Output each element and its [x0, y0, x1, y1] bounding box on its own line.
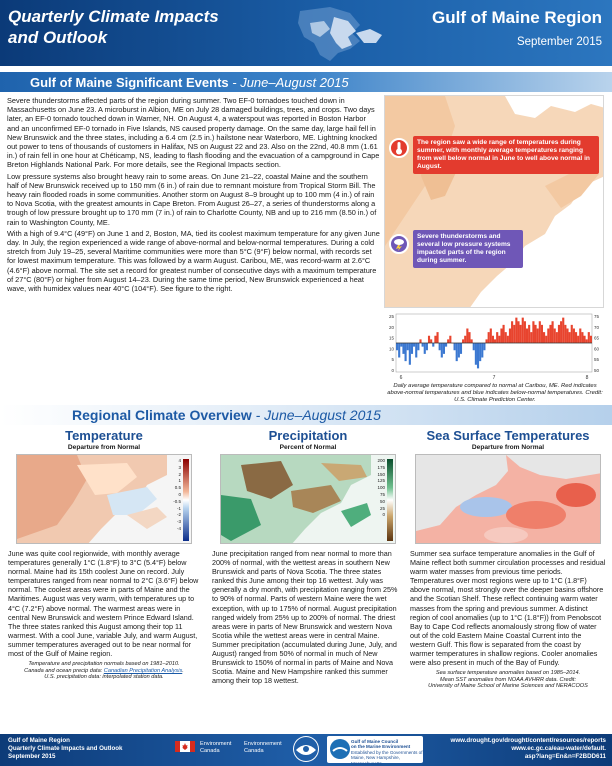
- chart-bar: [562, 318, 564, 343]
- temperature-legend-bar: [183, 459, 189, 541]
- chart-bar: [515, 318, 517, 343]
- events-paragraph: Severe thunderstorms affected parts of the region during summer. Two EF-0 tornadoes touched down in Massachusetts on June 23. A microburst in Albion, ME on July 28 damaged buildings, trees, and crops. Two days later, an EF-0 tornado touched down in Warner, NH. On August 4, a waterspout was reported in Boston Harbor and an unconfirmed EF-0 tornado in Five Islands, NS caused property damage. On the same day, large hail fell in New Brunswick and the three states, including a 6.4 cm (2.5 in.) hailstone near Waterboro, ME. Lightning knocked out power to tens of thousands of customers in Halifax, NS on August 22 and 23. Also on the 22nd, 40.8 mm (1.61 in.) of rain fell in one hour at Chéticamp, NS, leading to flash flooding and the evacuation of a campground in Cape Breton Highlands National Park. For more details, see the Regional Impacts section.: [7, 96, 380, 170]
- temperature-legend-label: 2: [178, 471, 181, 477]
- chart-bar: [520, 325, 522, 343]
- chart-bar: [477, 343, 479, 368]
- chart-bar: [537, 329, 539, 344]
- chart-bar: [411, 343, 413, 354]
- temperature-legend-label: -2: [176, 512, 181, 518]
- chart-bar: [454, 343, 456, 350]
- sst-text: Summer sea surface temperature anomalies in the Gulf of Maine reflect both summer circulation processes and residual warm water masses from previous time periods. Temperatures over most regions were up to 1°C (1.8°F) above normal, most strongly over the deeper basins offshore and the Scotian Shelf. These reflect continuing warm water masses from the spring and previous summer. A distinct region of cool anomalies (up to 1°C (1.8°F)) from Penobscot Bay to Cape Cod reflects anomalously strong flow of water out of the cold Eastern Maine Coastal Current into the western Gulf. This flow is separated from the coast by warmer temperatures in shallow regions. Cooler anomalies were also present in much of the Bay of Fundy.: [410, 549, 606, 668]
- chart-bar: [534, 325, 536, 343]
- report-title-line2: and Outlook: [8, 28, 108, 47]
- chart-bar: [466, 329, 468, 344]
- temperature-legend-label: -1: [176, 505, 181, 511]
- canadian-precip-analysis-link[interactable]: Canadian Precipitation Analysis: [103, 667, 183, 674]
- report-date: September 2015: [516, 36, 602, 48]
- chart-bar: [588, 332, 590, 343]
- normals-note-line1: Temperature and precipitation normals based on 1981–2010.: [28, 661, 180, 668]
- precipitation-legend-label: 50: [379, 498, 385, 504]
- chart-bar: [581, 332, 583, 343]
- precipitation-legend-label: 150: [377, 471, 385, 477]
- ec-en-line2: Canada: [200, 748, 220, 754]
- y-left-tick-label: 20: [388, 324, 394, 330]
- storm-callout: Severe thunderstorms and several low pressure systems impacted parts of the region during summer.: [413, 230, 523, 268]
- chart-bar: [436, 332, 438, 343]
- chart-bar: [579, 329, 581, 344]
- gomc-line4: Maine, New Hampshire, Massachusetts,: [351, 755, 401, 766]
- chart-bar: [456, 343, 458, 361]
- temperature-legend-labels: [173, 458, 181, 533]
- chart-bar: [473, 343, 475, 350]
- gomc-line1: Gulf of Maine Council: [351, 739, 399, 744]
- sst-note-line3: University of Maine School of Marine Sciences and NERACOOS: [428, 683, 588, 690]
- chart-bar: [407, 343, 409, 350]
- chart-bar: [566, 329, 568, 344]
- chart-bar: [522, 318, 524, 343]
- chart-bar: [583, 336, 585, 343]
- chart-bar: [496, 332, 498, 343]
- y-right-tick-label: 65: [594, 335, 600, 341]
- precipitation-legend-bar: [387, 459, 393, 541]
- precipitation-text: June precipitation ranged from near normal to more than 200% of normal, with the wettest areas in southern New Brunswick and parts of Nova Scotia. The three states ranked this June among their top 16 wettest. July was generally a dry month, with precipitation ranging from 25% to 90% of normal. Parts of western Maine were the wet exception, with up to 175% of normal. August precipitation ranged widely from 25% up to 200% of normal. The driest areas were in parts of New Brunswick and western Nova Scotia while the wettest areas were in central Maine. Summer precipitation (accumulated during June, July, and August) ranged from 50% of normal in much of New Brunswick to 150% of normal in parts of Maine and Nova Scotia. Maine and New Hampshire ranked this summer among their top 18 wettest.: [212, 549, 398, 686]
- temperature-heading: Temperature: [65, 428, 143, 443]
- sst-heading: Sea Surface Temperatures: [426, 428, 590, 443]
- gomc-line2: on the Marine Environment: [351, 744, 411, 750]
- footer-region: Gulf of Maine Region: [8, 737, 70, 744]
- header-banner: [0, 0, 612, 66]
- chart-bar: [517, 321, 519, 343]
- temperature-legend-label: 0: [178, 491, 181, 497]
- significant-events-banner: [0, 72, 612, 92]
- x-tick-label: 7: [492, 375, 496, 381]
- y-left-tick-label: 10: [388, 346, 394, 352]
- y-left-tick-label: 5: [391, 357, 394, 363]
- chart-bar: [569, 332, 571, 343]
- footer-report-info: [8, 737, 123, 761]
- chart-bar: [541, 325, 543, 343]
- temperature-legend-label: -4: [176, 525, 181, 531]
- ec-fr-line1: Environnement: [244, 741, 282, 747]
- gulf-of-maine-council-logo: [327, 736, 423, 766]
- chart-bar: [479, 343, 481, 361]
- chart-bar: [494, 339, 496, 343]
- chart-bar: [554, 329, 556, 344]
- footer-report-name: Quarterly Climate Impacts and Outlook: [8, 745, 123, 752]
- ec-link-line1[interactable]: www.ec.gc.ca/eau-water/default.: [511, 745, 606, 752]
- temperature-departure-map: [16, 454, 192, 544]
- chart-bar: [560, 321, 562, 343]
- significant-events-period: - June–August 2015: [228, 75, 349, 90]
- sst-subheading: Departure from Normal: [471, 444, 545, 451]
- chart-bar: [571, 325, 573, 343]
- chart-bar: [405, 343, 407, 361]
- footer-links: [451, 737, 607, 761]
- chart-bar: [586, 339, 588, 343]
- chart-bar: [422, 343, 424, 347]
- chart-bar: [413, 343, 415, 347]
- chart-bar: [432, 343, 434, 347]
- caribou-temperature-chart: [384, 310, 604, 382]
- chart-bar: [445, 343, 447, 347]
- normals-note-line3: U.S. precipitation data: interpolated station data.: [44, 674, 164, 681]
- significant-events-text: [7, 96, 380, 295]
- chart-bar: [426, 343, 428, 350]
- chart-bar: [513, 325, 515, 343]
- temperature-legend-label: 3: [178, 464, 181, 470]
- chart-bar: [526, 329, 528, 344]
- regional-overview-heading: Regional Climate Overview: [72, 407, 252, 423]
- chart-bar: [398, 343, 400, 358]
- chart-bar: [590, 336, 592, 343]
- chart-bar: [443, 343, 445, 354]
- report-title-line1: Quarterly Climate Impacts: [8, 7, 219, 26]
- precipitation-heading: Precipitation: [268, 428, 348, 443]
- chart-bar: [509, 329, 511, 344]
- sst-anomaly-map: [415, 454, 601, 544]
- chart-bar: [481, 343, 483, 358]
- chart-bar: [492, 336, 494, 343]
- events-paragraph: Low pressure systems also brought heavy rain to some areas. On June 21–22, coastal Maine and the southern half of New Brunswick received up to 150 mm (6 in.) of rain due to remnant moisture from Tropical Storm Bill. The heavy rain flooded roads in some communities. Another storm on August 8–9 brought up to 100 mm (4 in.) of rain to Nova Scotia, with the greatest amounts in Cape Breton. From August 26–27, a series of thunderstorms along a trough of low pressure brought up to 170 mm (7 in.) of rain to Charlotte County, NB and up to 216 mm (8.50 in.) of rain to Washington County, ME.: [7, 171, 377, 227]
- precipitation-legend-label: 200: [377, 458, 385, 463]
- temperature-map-graphic: [17, 455, 192, 544]
- ec-fr-line2: Canada: [244, 748, 264, 754]
- environment-canada-en: [200, 741, 231, 755]
- chart-bar: [573, 329, 575, 344]
- chart-bar: [464, 336, 466, 343]
- chart-bar: [511, 321, 513, 343]
- temperature-text: June was quite cool regionwide, with monthly average temperatures generally 1°C (1.8°F) to 3°C (5.4°F) below normal. Maine had its 15th coolest June on record. July temperatures ranged from near normal to 2°C (3.6°F) below normal. The coolest areas were in parts of Maine and the Maritimes. August was very warm, with temperatures up to 4°C (7.2°F) above normal. The warmest areas were in central New Brunswick and western Prince Edward Island. The three states ranked this August among their top 11 warmest. With a cool June, variable July, and warm August, summer temperatures averaged out to be near normal for most of the Gulf of Maine region.: [8, 549, 199, 659]
- temperature-legend-label: -3: [176, 519, 181, 525]
- chart-bar: [400, 343, 402, 347]
- chart-bar: [490, 329, 492, 344]
- canada-flag-icon: [175, 741, 195, 752]
- gomc-emblem-icon: [329, 738, 351, 760]
- precipitation-map-graphic: [221, 455, 396, 544]
- region-locator-map: [290, 3, 400, 63]
- chart-bar: [505, 332, 507, 343]
- regional-overview-period: - June–August 2015: [251, 407, 381, 423]
- y-left-tick-label: 0: [391, 368, 394, 373]
- sst-note-line2: Mean SST anomalies from NOAA AVHRR data. Credit:: [439, 676, 577, 683]
- temperature-legend-label: 0.5: [174, 485, 181, 491]
- significant-events-heading: Gulf of Maine Significant Events: [30, 75, 229, 90]
- chart-bar: [552, 321, 554, 343]
- chart-bar: [483, 343, 485, 350]
- region-map-graphic: [385, 96, 604, 308]
- temperature-legend-label: -0.5: [173, 498, 181, 504]
- precipitation-legend-label: 175: [377, 464, 385, 470]
- precipitation-subheading: Percent of Normal: [279, 444, 337, 451]
- y-right-tick-label: 75: [594, 314, 600, 319]
- gomc-line3: Established by the Governments of: [351, 749, 423, 755]
- precipitation-column: [212, 428, 404, 685]
- chart-bar: [539, 321, 541, 343]
- gomc-text: [351, 739, 423, 766]
- chart-bar: [558, 325, 560, 343]
- report-title: [8, 6, 268, 48]
- chart-bar: [424, 343, 426, 354]
- chart-bar: [503, 325, 505, 343]
- environment-canada-fr: [244, 741, 282, 755]
- chart-caption: Daily average temperature compared to normal at Caribou, ME. Red indicates above-normal temperatures and blue indicates below-normal temperatures. Credit: U.S. Climate Prediction Center.: [387, 383, 603, 403]
- noaa-logo-icon: [293, 736, 319, 762]
- chart-bar: [488, 332, 490, 343]
- sst-note: [410, 670, 606, 690]
- y-right-tick-label: 50: [594, 368, 600, 373]
- chart-bar: [530, 332, 532, 343]
- chart-bar: [434, 336, 436, 343]
- chart-bar: [460, 343, 462, 354]
- temperature-callout: The region saw a wide range of temperatures during summer, with monthly average temperatures ranging from well below normal in June to well above normal in August.: [413, 136, 599, 174]
- footer-date: September 2015: [8, 753, 56, 760]
- chart-bar: [428, 336, 430, 343]
- ec-link-line2[interactable]: asp?lang=En&n=F2BDD611: [524, 753, 606, 760]
- chart-bar: [577, 336, 579, 343]
- regional-overview-title: [72, 407, 381, 423]
- sst-note-line1: Sea surface temperature anomalies based on 1985–2014.: [435, 670, 581, 677]
- temperature-legend-label: 1: [178, 478, 181, 484]
- region-name: Gulf of Maine Region: [432, 8, 602, 27]
- chart-bar: [500, 329, 502, 344]
- events-paragraph: With a high of 9.4°C (49°F) on June 1 and 2, Boston, MA, tied its coolest maximum temperature for any given June day. In July, the region experienced a wide range of above-normal and below-normal temperatures. During a cold stretch from July 19–25, several Maritime communities were more than 5°C (9°F) below normal, with records set for lowest maximum temperature. This was followed by a warm August. Caribou, ME, was record-warm at 2.6°C (4.6°F) above normal. The site set a record for greatest number of consecutive days with a maximum temperature of 27°C (80°F) or higher from August 14–23. During the same time period, New Brunswick experienced a heat wave, with humidex values near 40°C (104°F). See figure to the right.: [7, 228, 380, 294]
- precip-source-label: Canada and ocean precip data:: [24, 667, 104, 674]
- chart-bar: [462, 339, 464, 343]
- chart-bar: [475, 343, 477, 365]
- significant-events-title: [30, 75, 349, 90]
- temperature-legend-label: 4: [178, 458, 181, 463]
- precipitation-legend-label: 0: [382, 512, 385, 518]
- x-tick-label: 6: [399, 375, 403, 381]
- chart-bar: [528, 325, 530, 343]
- drought-gov-link[interactable]: www.drought.gov/drought/content/resources/reports: [450, 737, 606, 744]
- chart-bar: [430, 339, 432, 343]
- sst-column: [410, 428, 606, 690]
- region-impacts-map: [384, 95, 604, 308]
- chart-bar: [441, 343, 443, 358]
- chart-bar: [524, 321, 526, 343]
- precipitation-legend-label: 25: [379, 505, 385, 511]
- footer-bar: [0, 734, 612, 766]
- chart-bar: [449, 336, 451, 343]
- temperature-column: [8, 428, 200, 681]
- chart-bar: [532, 321, 534, 343]
- chart-bar: [415, 343, 417, 358]
- chart-bar: [556, 332, 558, 343]
- chart-bar: [485, 339, 487, 343]
- precipitation-percent-map: [220, 454, 396, 544]
- chart-bar: [547, 329, 549, 344]
- chart-bar: [468, 332, 470, 343]
- y-right-tick-label: 70: [594, 324, 600, 330]
- temperature-subheading: Departure from Normal: [67, 444, 141, 451]
- normals-note: [8, 661, 200, 681]
- chart-bar: [409, 343, 411, 365]
- storm-icon: [389, 234, 409, 254]
- chart-bar: [447, 339, 449, 343]
- chart-bar: [471, 339, 473, 343]
- y-left-tick-label: 25: [388, 314, 394, 319]
- precipitation-legend-labels: [377, 458, 385, 519]
- precip-source-end: .: [182, 667, 184, 674]
- regional-overview-banner: [0, 405, 612, 425]
- chart-bar: [564, 325, 566, 343]
- chart-bar: [402, 343, 404, 354]
- thermometer-icon: [389, 138, 409, 158]
- ec-en-line1: Environment: [200, 741, 232, 747]
- x-tick-label: 8: [585, 375, 589, 381]
- chart-bar: [543, 332, 545, 343]
- y-left-tick-label: 15: [388, 335, 394, 341]
- chart-bar: [507, 336, 509, 343]
- chart-bar: [396, 343, 398, 350]
- chart-bar: [545, 336, 547, 343]
- chart-bar: [498, 336, 500, 343]
- temperature-anomaly-chart: [384, 310, 604, 382]
- sst-map-graphic: [416, 455, 601, 544]
- chart-bar: [419, 339, 421, 343]
- y-right-tick-label: 55: [594, 357, 600, 363]
- chart-bar: [575, 332, 577, 343]
- chart-bar: [458, 343, 460, 358]
- y-right-tick-label: 60: [594, 346, 600, 352]
- chart-bar: [417, 343, 419, 350]
- chart-bar: [439, 343, 441, 350]
- precipitation-legend-label: 75: [379, 491, 385, 497]
- chart-bar: [549, 325, 551, 343]
- normals-note-line2: [8, 668, 200, 675]
- precipitation-legend-label: 100: [377, 485, 385, 491]
- precipitation-legend-label: 125: [377, 478, 385, 484]
